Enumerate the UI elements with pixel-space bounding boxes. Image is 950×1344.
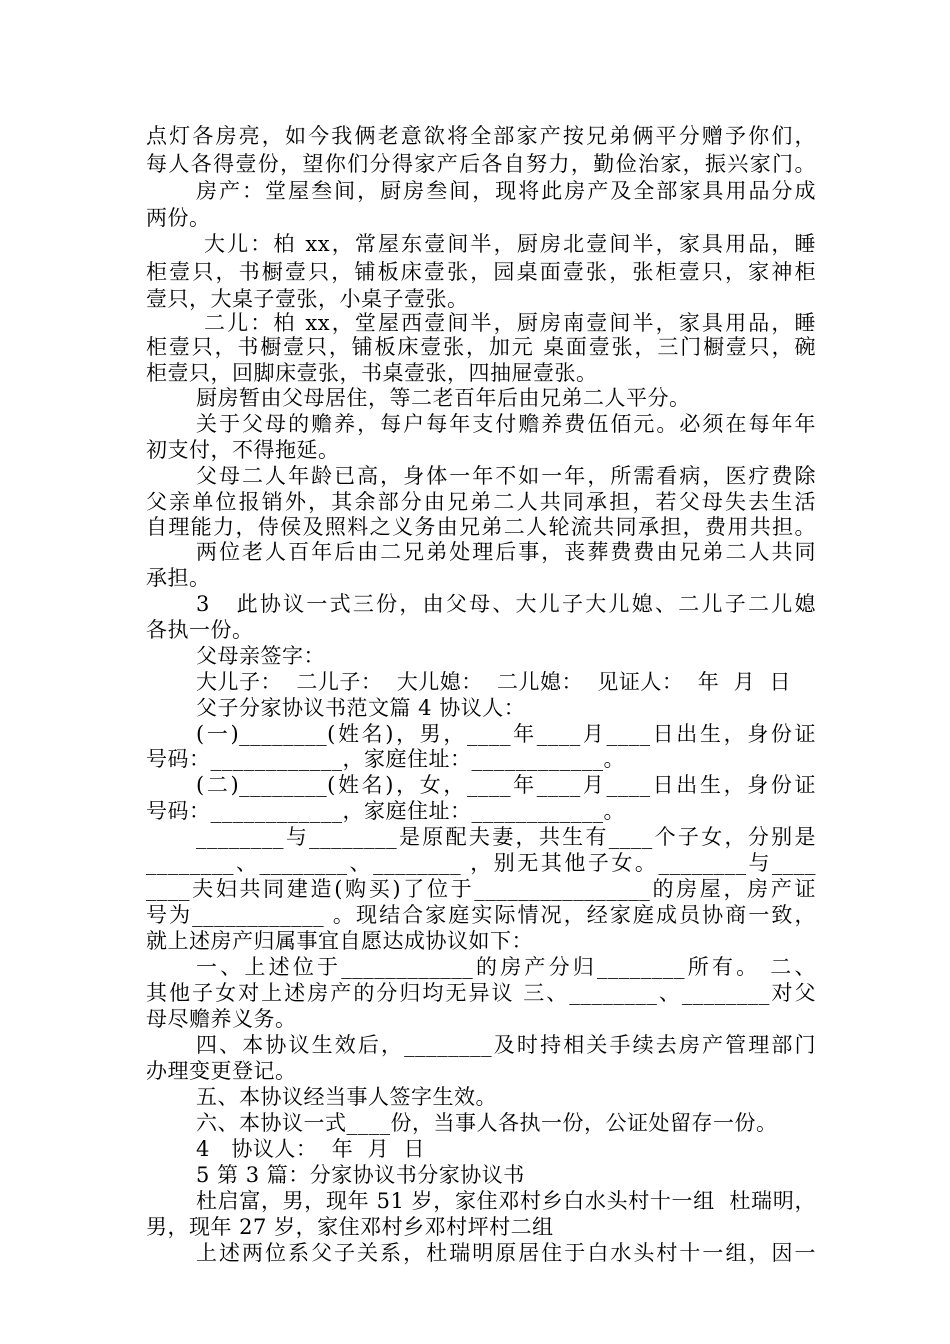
text-line: 关于父母的赡养，每户每年支付赡养费伍佰元。必须在每年年 [196, 412, 816, 436]
text-line: 六、本协议一式____份，当事人各执一份，公证处留存一份。 [196, 1111, 778, 1135]
text-line: 两位老人百年后由二兄弟处理后事，丧葬费费由兄弟二人共同 [196, 540, 816, 564]
text-line: 号码：____________，家庭住址：____________。 [146, 747, 625, 771]
text-line: 号为____________ 。现结合家庭实际情况，经家庭成员协商一致， [146, 903, 816, 927]
text-line: 一、上述位于____________的房产分归________所有。 二、 [196, 955, 816, 979]
text-line: 男，现年 27 岁，家住邓村乡邓村坪村二组 [146, 1215, 554, 1239]
text-line: ________、________、________ ，别无其他子女。________与____ [146, 851, 816, 875]
text-line: (一)________(姓名)，男，____年____月____日出生，身份证 [196, 722, 816, 746]
text-line: 上述两位系父子关系，杜瑞明原居住于白水头村十一组，因一 [196, 1241, 816, 1265]
text-line: 父子分家协议书范文篇 4 协议人： [196, 696, 526, 720]
text-line: 5 第 3 篇：分家协议书分家协议书 [196, 1163, 525, 1187]
text-line: 母尽赡养义务。 [146, 1007, 297, 1031]
text-line: 初支付，不得拖延。 [146, 438, 340, 462]
text-line: 二儿：柏 xx，堂屋西壹间半，厨房南壹间半，家具用品，睡 [204, 311, 816, 335]
text-line: 自理能力，侍侯及照料之义务由兄弟二人轮流共同承担，费用共担。 [146, 515, 816, 539]
text-line: 4 协议人： 年 月 日 [196, 1137, 425, 1161]
text-line: 每人各得壹份，望你们分得家产后各自努力，勤俭治家，振兴家门。 [146, 152, 816, 176]
text-line: 3 此协议一式三份，由父母、大儿子大儿媳、二儿子二儿媳 [196, 592, 816, 616]
text-line: 各执一份。 [146, 618, 254, 642]
text-line: 柜壹只，书橱壹只，铺板床壹张，加元 桌面壹张，三门橱壹只，碗 [146, 335, 816, 359]
text-line: ________与________是原配夫妻，共生有____个子女，分别是 [196, 825, 816, 849]
text-line: 四、本协议生效后，________及时持相关手续去房产管理部门 [196, 1033, 816, 1057]
text-line: 承担。 [146, 566, 211, 590]
text-line: (二)________(姓名)，女，____年____月____日出生，身份证 [196, 773, 816, 797]
text-line: 点灯各房亮，如今我俩老意欲将全部家产按兄弟俩平分赠予你们， [146, 124, 816, 148]
text-line: 号码：____________，家庭住址：____________。 [146, 799, 625, 823]
text-line: 房产：堂屋叁间，厨房叁间，现将此房产及全部家具用品分成 [196, 179, 816, 203]
text-line: 父母二人年龄已高，身体一年不如一年，所需看病，医疗费除 [196, 464, 816, 488]
text-line: 就上述房产归属事宜自愿达成协议如下： [146, 929, 533, 953]
text-line: 父母亲签字： [196, 644, 325, 668]
text-line: 柜壹只，书橱壹只，铺板床壹张，园桌面壹张，张柜壹只，家神柜 [146, 260, 816, 284]
text-line: 五、本协议经当事人签字生效。 [196, 1085, 497, 1109]
text-line: 厨房暂由父母居住，等二老百年后由兄弟二人平分。 [196, 386, 691, 410]
text-line: ____夫妇共同建造(购买)了位于________________的房屋，房产证 [146, 877, 816, 901]
text-line: 柜壹只，回脚床壹张，书桌壹张，四抽屉壹张。 [146, 361, 598, 385]
text-line: 两份。 [146, 206, 211, 230]
text-line: 壹只，大桌子壹张，小桌子壹张。 [146, 287, 469, 311]
text-line: 父亲单位报销外，其余部分由兄弟二人共同承担，若父母失去生活 [146, 490, 816, 514]
text-line: 办理变更登记。 [146, 1059, 297, 1083]
text-line: 其他子女对上述房产的分归均无异议 三、________、________对父 [146, 981, 816, 1005]
text-line: 大儿子： 二儿子： 大儿媳： 二儿媳： 见证人： 年 月 日 [196, 670, 791, 694]
text-line: 大儿：柏 xx，常屋东壹间半，厨房北壹间半，家具用品，睡 [204, 232, 816, 256]
text-line: 杜启富，男，现年 51 岁，家住邓村乡白水头村十一组 杜瑞明， [196, 1189, 816, 1213]
